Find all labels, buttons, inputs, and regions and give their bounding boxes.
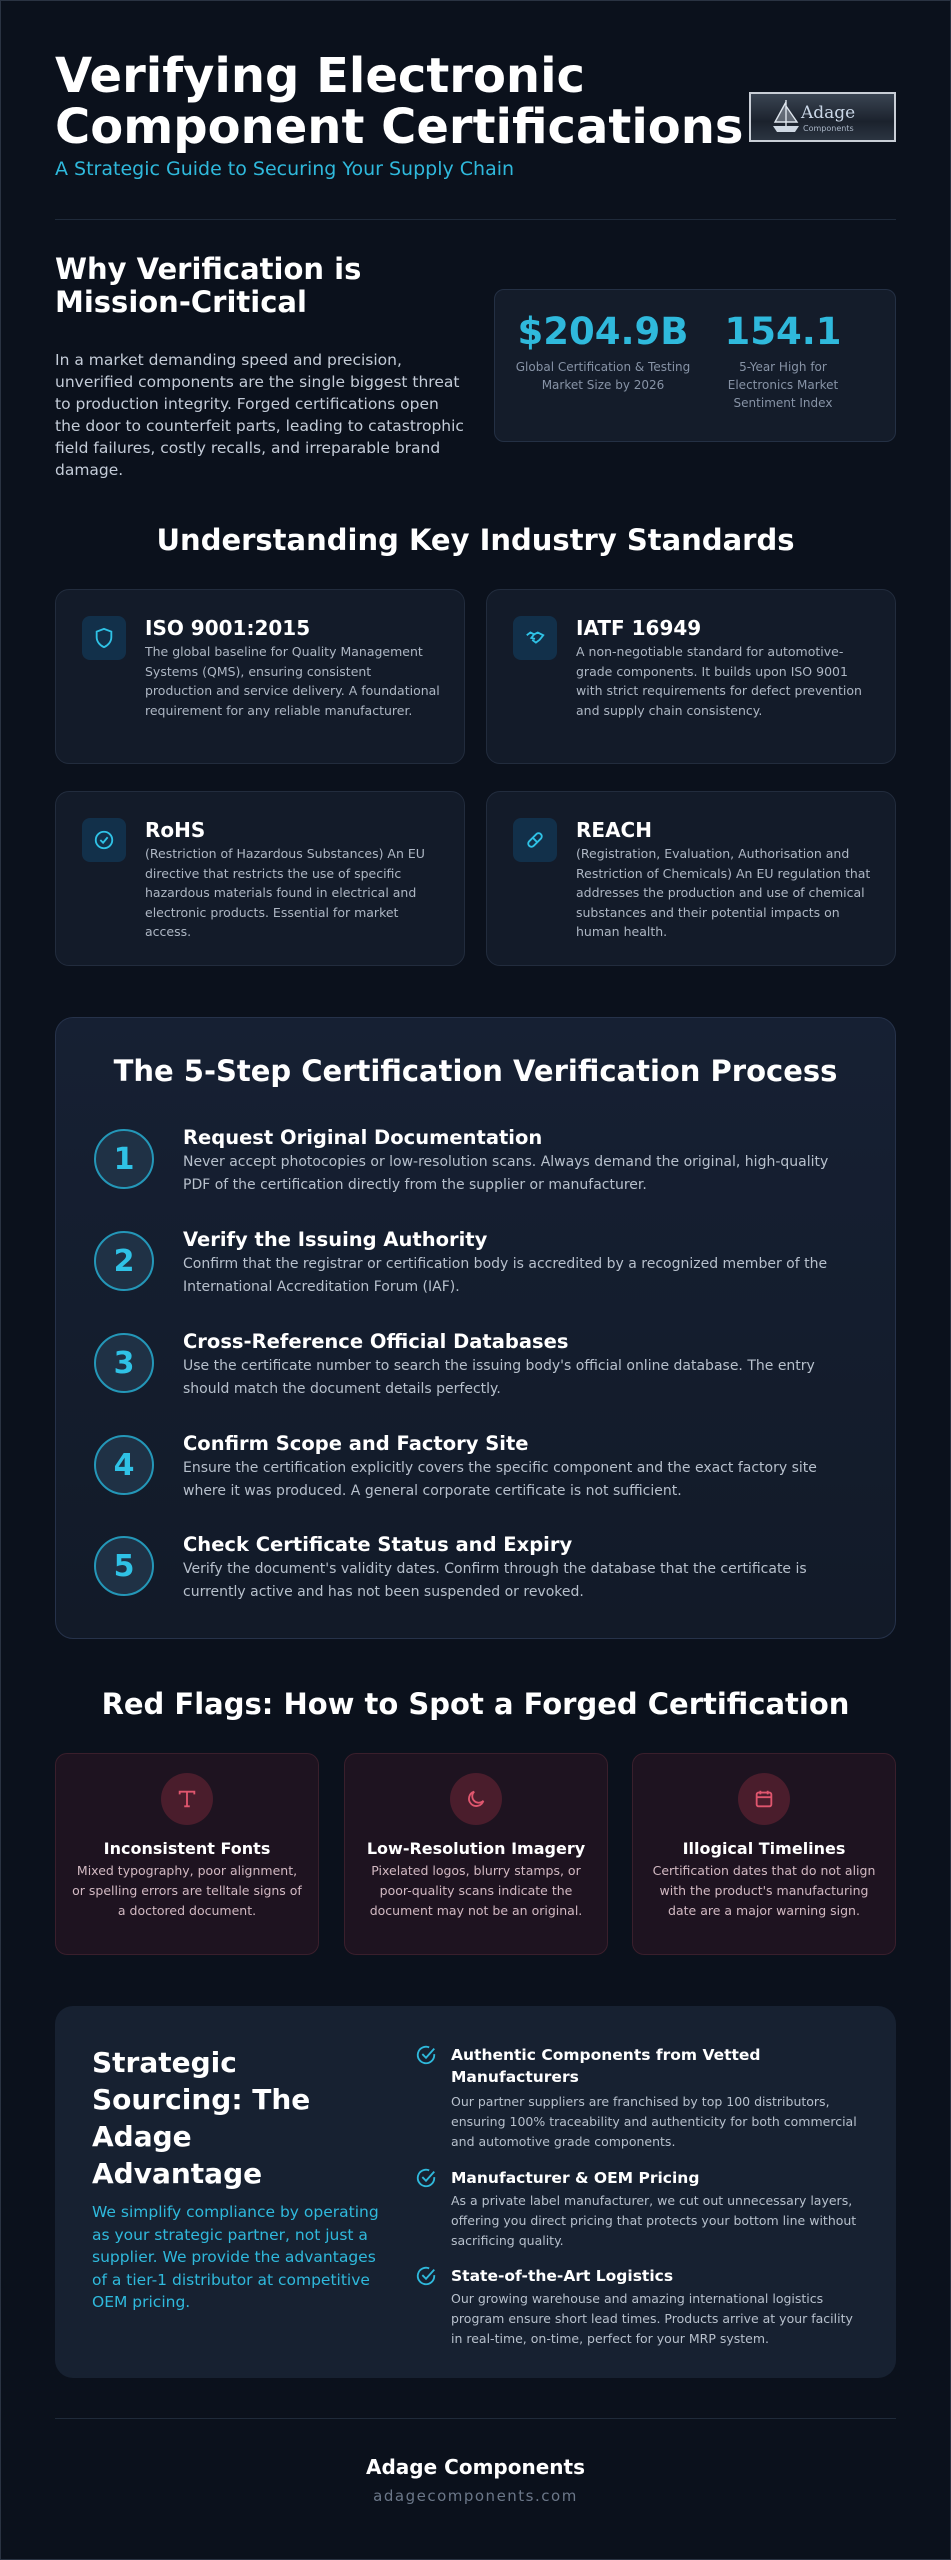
calendar-icon [738,1773,790,1825]
footer-url[interactable]: adagecomponents.com [373,2487,578,2505]
check-circle-icon [82,818,126,862]
standard-desc: The global baseline for Quality Management Systems (QMS), ensuring consistent production and service delivery. A foundational requirement for any reliable manufacturer. [145,644,440,718]
footer-company-name: Adage Components [366,2455,585,2479]
ship-logo-icon [771,98,801,136]
text-icon [161,1773,213,1825]
check-circle-icon [415,2044,437,2066]
standards-title: Understanding Key Industry Standards [156,523,795,557]
step-number: 4 [94,1435,154,1495]
standard-desc: A non-negotiable standard for automotive-grade components. It builds upon ISO 9001 with strict requirements for defect prevention and supply chain consistency. [576,644,862,718]
step-title: Cross-Reference Official Databases [183,1330,569,1353]
benefit-desc: Our partner suppliers are franchised by top 100 distributors, ensuring 100% traceability and authenticity for both commercial and automotive grade components. [451,2094,857,2149]
red-flag-card [632,1753,896,1955]
step-title: Request Original Documentation [183,1126,543,1149]
benefit-title: Manufacturer & OEM Pricing [451,2169,700,2187]
check-circle-icon [415,2265,437,2287]
red-flag-card [55,1753,319,1955]
step-desc: Use the certificate number to search the issuing body's official online database. The entry should match the document details perfectly. [183,1358,815,1397]
header [55,48,896,191]
adage-logo [749,92,896,142]
step-title: Confirm Scope and Factory Site [183,1432,529,1455]
process-step [94,1330,855,1413]
stat-sentiment [703,310,863,412]
flag-desc: Certification dates that do not align with the product's manufacturing date are a major warning sign. [652,1863,876,1918]
standard-card-iatf [486,589,896,764]
page-subtitle: A Strategic Guide to Securing Your Supply Chain [55,158,515,180]
process-step [94,1228,855,1311]
handshake-icon [513,616,557,660]
standard-desc: (Registration, Evaluation, Authorisation and Restriction of Chemicals) An EU regulation that addresses the production and use of chemical substances and their potential impacts on human health. [576,846,871,939]
advantage-title: Strategic Sourcing: The Adage Advantage [92,2046,311,2190]
step-number: 2 [94,1231,154,1291]
standard-name: IATF 16949 [576,616,702,640]
stat-market-size [513,310,693,394]
flag-desc: Mixed typography, poor alignment, or spelling errors are telltale signs of a doctored document. [72,1863,302,1918]
standard-card-rohs [55,791,465,966]
why-section [55,253,465,481]
page-title: Verifying Electronic Component Certifications [55,48,744,155]
process-step [94,1533,855,1616]
benefit-title: State-of-the-Art Logistics [451,2267,674,2285]
standard-card-iso [55,589,465,764]
logo-wordmark: Adage [801,103,856,123]
stats-panel [494,289,896,442]
advantage-panel [55,2006,896,2378]
step-desc: Confirm that the registrar or certification body is accredited by a recognized member of the International Accreditation Forum (IAF). [183,1256,828,1295]
standard-name: RoHS [145,818,206,842]
step-title: Check Certificate Status and Expiry [183,1533,573,1556]
benefit-desc: As a private label manufacturer, we cut out unnecessary layers, offering you direct pricing that protects your bottom line without sacrificing quality. [451,2193,857,2248]
standard-desc: (Restriction of Hazardous Substances) An EU directive that restricts the use of specific hazardous materials found in electrical and electronic products. Essential for market access. [145,846,425,939]
header-divider [55,219,896,220]
process-panel [55,1017,896,1639]
shield-icon [82,616,126,660]
step-number: 1 [94,1129,154,1189]
why-title: Why Verification is Mission-Critical [55,252,362,319]
why-body: In a market demanding speed and precision, unverified components are the single biggest threat to production integrity. Forged certifications open the door to counterfeit parts, leading to catastrophic field failures, costly recalls, and irreparable brand damage. [55,351,464,479]
flag-desc: Pixelated logos, blurry stamps, or poor-quality scans indicate the document may not be an original. [369,1863,583,1918]
benefit-title: Authentic Components from Vetted Manufacturers [451,2046,761,2086]
logo-tagline: Components [803,124,854,133]
stat-label: Global Certification & Testing Market Size by 2026 [515,360,691,392]
flag-title: Inconsistent Fonts [103,1839,271,1858]
step-title: Verify the Issuing Authority [183,1228,488,1251]
red-flags-title: Red Flags: How to Spot a Forged Certification [101,1687,850,1721]
step-desc: Verify the document's validity dates. Confirm through the database that the certificate is currently active and has not been suspended or revoked. [183,1561,807,1600]
content-wrapper [55,1,896,2559]
process-title: The 5-Step Certification Verification Process [113,1054,838,1088]
step-number: 3 [94,1333,154,1393]
advantage-lead: We simplify compliance by operating as your strategic partner, not just a supplier. We provide the advantages of a tier-1 distributor at competitive OEM pricing. [92,2203,379,2311]
pill-icon [513,818,557,862]
stat-value: 154.1 [724,310,842,353]
standard-card-reach [486,791,896,966]
process-step [94,1432,855,1515]
step-number: 5 [94,1536,154,1596]
stat-label: 5-Year High for Electronics Market Sentiment Index [727,360,839,410]
stat-value: $204.9B [517,310,689,353]
process-step [94,1126,855,1209]
check-circle-icon [415,2167,437,2189]
moon-icon [450,1773,502,1825]
footer-divider [55,2418,896,2419]
step-desc: Never accept photocopies or low-resolution scans. Always demand the original, high-quality PDF of the certification directly from the supplier or manufacturer. [183,1154,829,1193]
flag-title: Illogical Timelines [682,1839,846,1858]
flag-title: Low-Resolution Imagery [366,1839,586,1858]
standard-name: ISO 9001:2015 [145,616,311,640]
red-flag-card [344,1753,608,1955]
step-desc: Ensure the certification explicitly covers the specific component and the exact factory site where it was produced. A general corporate certificate is not sufficient. [183,1460,817,1499]
standard-name: REACH [576,818,652,842]
benefit-desc: Our growing warehouse and amazing international logistics program ensure short lead times. Products arrive at your facility in real-time, on-time, perfect for your MRP system. [451,2291,853,2346]
